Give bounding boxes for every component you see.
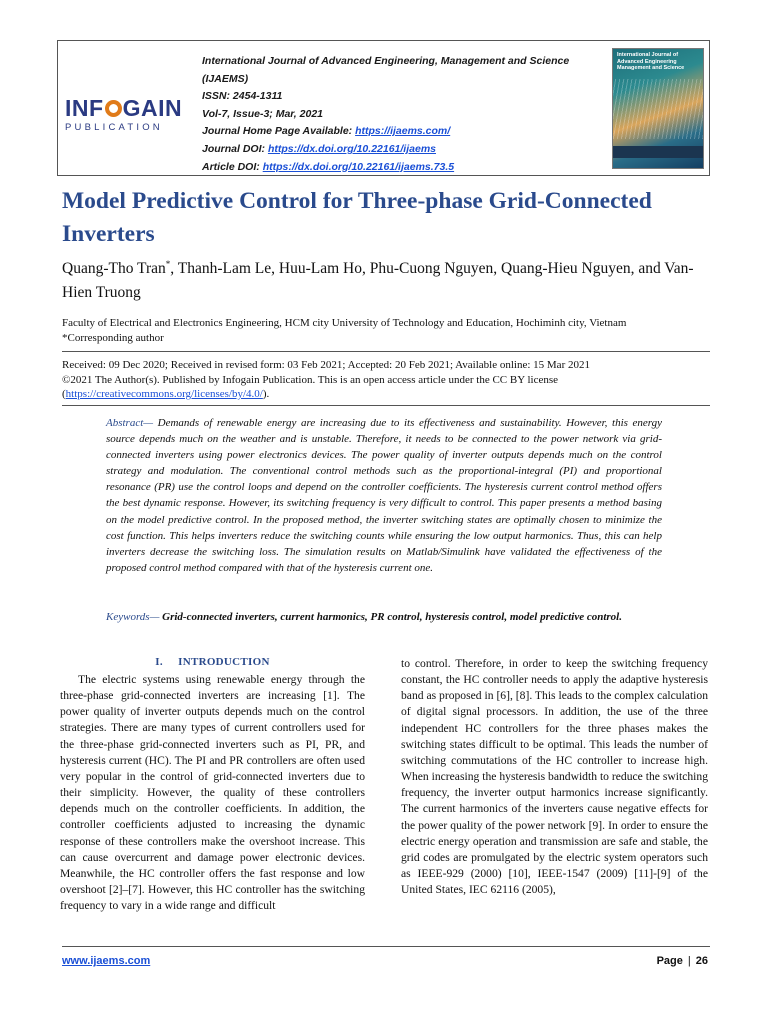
corresponding-mark: * [165,259,171,269]
author-list: Quang-Tho Tran*, Thanh-Lam Le, Huu-Lam Ho, Phu-Cuong Nguyen, Quang-Hieu Nguyen, and Van-Hien Truong [62,259,694,302]
abstract-text: Demands of renewable energy are increasing due to its effectiveness and sustainability. However, this energy source depends much on the weather and is unstable. Therefore, it needs to be connected to the power network via grid-connected inverters using power electronics devices. The power quality of inverter outputs depends much on the control strategy and modulation. The conventional control methods such as the proportional-integral (PI) and proportional resonance (PR) use the control loops and depend on the controller coefficients. The hysteresis current control method offers the best dynamic response. However, its switching frequency is very difficult to control. This paper presents a method basing on the model predictive control. In the proposed method, the inverter switching states are optimally chosen to minimize the cost function. This helps inverters reduce the switching counts while ensuring the low output harmonics. Thus, this can help inverters decrease the switching loss. The simulation results on Matlab/Simulink have validated the effectiveness of the proposed control method compared with that of the hysteresis current one. [106,417,662,574]
keywords-text: Grid-connected inverters, current harmonics, PR control, hysteresis control, model predictive control. [159,611,622,623]
section-heading: I. INTRODUCTION [155,656,270,668]
affiliation-text: Faculty of Electrical and Electronics Engineering, HCM city University of Technology and Education, Hochiminh city, Vietnam [62,317,627,329]
corresponding-author-note: *Corresponding author [62,331,164,344]
journal-doi-link[interactable]: https://dx.doi.org/10.22161/ijaems [267,142,436,155]
body-column-right: to control. Therefore, in order to keep the switching frequency constant, the HC controller needs to apply the adaptive hysteresis band as proposed in [6], [8]. This leads to the complex calculation of digital signal processors. In addition, the use of the three independent HC controllers for the three phases makes the switching states difficult to be optimal. This leads the number of switching commutations of the HC controller to increase high. When increasing the hysteresis bandwidth to reduce the switching frequency, the inverter output harmonics increase significantly. The current harmonics of the inverters cause negative effects for the power quality of the power network [9]. In order to ensure the electric energy operation and transmission are safe and stable, the grid codes are promulgated by the electric system operators such as IEEE-929 (2000) [10], IEEE-1547 (2009) [11]-[9] of the United States, IEC 62116 (2005), [401,657,708,897]
license-text: ©2021 The Author(s). Published by Infogain Publication. This is an open access article under the CC BY license [62,373,559,386]
divider-bottom [62,405,710,406]
abstract-label: Abstract— [106,417,154,429]
article-title: Model Predictive Control for Three-phase Grid-Connected Inverters [62,188,652,247]
publisher-subtitle: PUBLICATION [65,122,163,133]
cover-bar [613,146,704,158]
journal-cover-image [612,48,704,169]
logo-ring-icon [105,100,122,117]
journal-homepage: Journal Home Page Available: https://ijaems.com/ [202,125,451,138]
article-doi: Article DOI: https://dx.doi.org/10.22161/ijaems.73.5 [202,160,455,173]
journal-abbrev: (IJAEMS) [202,72,249,85]
journal-homepage-link[interactable]: https://ijaems.com/ [355,125,451,138]
body-column-left: The electric systems using renewable energy through the three-phase grid-connected inverters are increasing [1]. The power quality of inverter outputs depends much on the control strategies. There are many types of current controllers used for the three-phase grid-connected inverters such as PI, PR, and hysteresis current (HC). The PI and PR controllers are often used very popular in the control of grid-connected inverters due to their simplicity. However, the quality of these controllers depends much on the controller coefficients. In addition, the controller coefficients adjusted to increasing the dynamic response of these controllers make the overshoot increase. This can cause overcurrent and damage power electronic devices. Meanwhile, the HC controller offers the fast response and low overshoot [2]–[7]. However, this HC controller has the switching frequency to vary in a wide range and difficult [60,673,365,913]
publisher-logo [65,96,183,133]
cover-wave-pattern [612,79,704,139]
footer-divider [62,946,710,947]
article-doi-link[interactable]: https://dx.doi.org/10.22161/ijaems.73.5 [262,160,455,173]
journal-volume: Vol-7, Issue-3; Mar, 2021 [202,107,324,120]
received-dates: Received: 09 Dec 2020; Received in revised form: 03 Feb 2021; Accepted: 20 Feb 2021; Available online: 15 Mar 2021 [62,359,590,371]
page-number: Page | 26 [656,955,708,967]
license-link[interactable]: https://creativecommons.org/licenses/by/4.0/ [65,388,263,400]
publisher-wordmark: INF GAIN [65,95,183,121]
keywords [106,609,662,625]
keywords-label: Keywords— [106,611,160,623]
cover-title: International Journal of Advanced Engineering Management and Science [617,52,685,71]
license-link-line: (https://creativecommons.org/licenses/by/4.0/). [62,388,270,400]
journal-name: International Journal of Advanced Engineering, Management and Science [202,55,570,67]
abstract [106,415,662,576]
journal-info [202,53,604,176]
footer-website-link[interactable]: www.ijaems.com [62,955,151,967]
journal-doi: Journal DOI: https://dx.doi.org/10.22161/ijaems [202,142,436,155]
divider-top [62,351,710,352]
affiliation [62,316,712,345]
article-history [62,358,712,402]
journal-issn: ISSN: 2454-1311 [202,90,283,103]
